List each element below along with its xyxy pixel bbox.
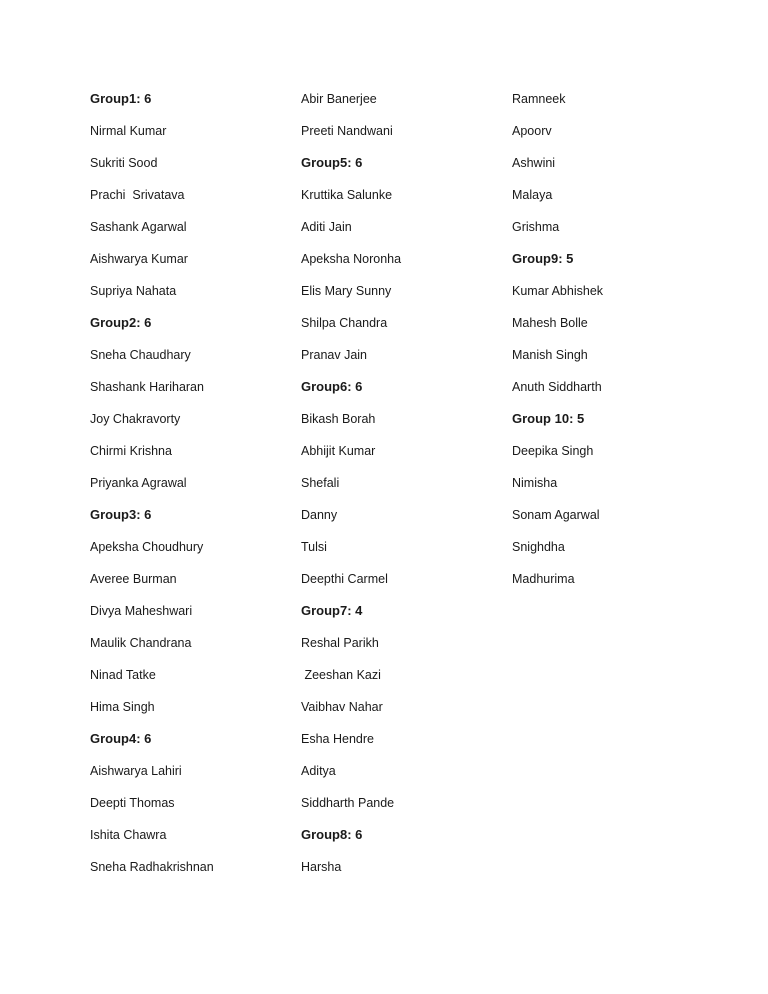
member-name: Siddharth Pande [301,796,395,810]
member-name: Maulik Chandrana [90,636,192,650]
member-name: Madhurima [512,572,575,586]
column-3 [512,88,603,600]
member-name: Sneha Chaudhary [90,348,191,362]
group-heading: Group9: 5 [512,251,574,266]
group-heading: Group6: 6 [301,379,363,394]
member-name: Deepti Thomas [90,796,175,810]
member-name: Harsha [301,860,342,874]
member-name: Aishwarya Kumar [90,252,188,266]
group-heading: Group1: 6 [90,91,152,106]
member-name: Priyanka Agrawal [90,476,187,490]
member-name: Nirmal Kumar [90,124,167,138]
member-name: Elis Mary Sunny [301,284,392,298]
group-heading: Group2: 6 [90,315,152,330]
member-name: Joy Chakravorty [90,412,181,426]
member-name: Apeksha Choudhury [90,540,204,554]
column-1 [90,88,214,888]
member-name: Sneha Radhakrishnan [90,860,214,874]
member-name: Vaibhav Nahar [301,700,383,714]
group-heading: Group 10: 5 [512,411,585,426]
member-name: Aishwarya Lahiri [90,764,182,778]
member-name: Apoorv [512,124,552,138]
member-name: Bikash Borah [301,412,376,426]
member-name: Ninad Tatke [90,668,156,682]
member-name: Divya Maheshwari [90,604,193,618]
group-heading: Group8: 6 [301,827,363,842]
member-name: Hima Singh [90,700,155,714]
member-name: Ashwini [512,156,556,170]
member-name: Mahesh Bolle [512,316,588,330]
group-heading: Group7: 4 [301,603,363,618]
member-name: Esha Hendre [301,732,374,746]
member-name: Pranav Jain [301,348,368,362]
member-name: Prachi Srivatava [90,188,185,202]
member-name: Ramneek [512,92,566,106]
member-name: Tulsi [301,540,327,554]
member-name: Apeksha Noronha [301,252,402,266]
member-name: Snighdha [512,540,565,554]
member-name: Aditya [301,764,336,778]
member-name: Reshal Parikh [301,636,379,650]
member-name: Sashank Agarwal [90,220,187,234]
member-name: Kruttika Salunke [301,188,393,202]
member-name: Danny [301,508,338,522]
column-2 [301,88,401,888]
member-name: Ishita Chawra [90,828,167,842]
member-name: Shilpa Chandra [301,316,388,330]
member-name: Deepthi Carmel [301,572,388,586]
member-name: Manish Singh [512,348,588,362]
member-name: Grishma [512,220,560,234]
member-name: Malaya [512,188,553,202]
member-name: Deepika Singh [512,444,594,458]
member-name: Preeti Nandwani [301,124,393,138]
member-name: Aditi Jain [301,220,352,234]
member-name: Abhijit Kumar [301,444,376,458]
group-heading: Group5: 6 [301,155,363,170]
member-name: Supriya Nahata [90,284,177,298]
member-name: Sukriti Sood [90,156,158,170]
member-name: Chirmi Krishna [90,444,172,458]
member-name: Sonam Agarwal [512,508,600,522]
member-name: Zeeshan Kazi [301,668,381,682]
member-name: Shashank Hariharan [90,380,204,394]
member-name: Shefali [301,476,340,490]
member-name: Abir Banerjee [301,92,377,106]
member-name: Kumar Abhishek [512,284,604,298]
group-heading: Group3: 6 [90,507,152,522]
member-name: Nimisha [512,476,558,490]
member-name: Anuth Siddharth [512,380,602,394]
group-heading: Group4: 6 [90,731,152,746]
member-name: Averee Burman [90,572,177,586]
